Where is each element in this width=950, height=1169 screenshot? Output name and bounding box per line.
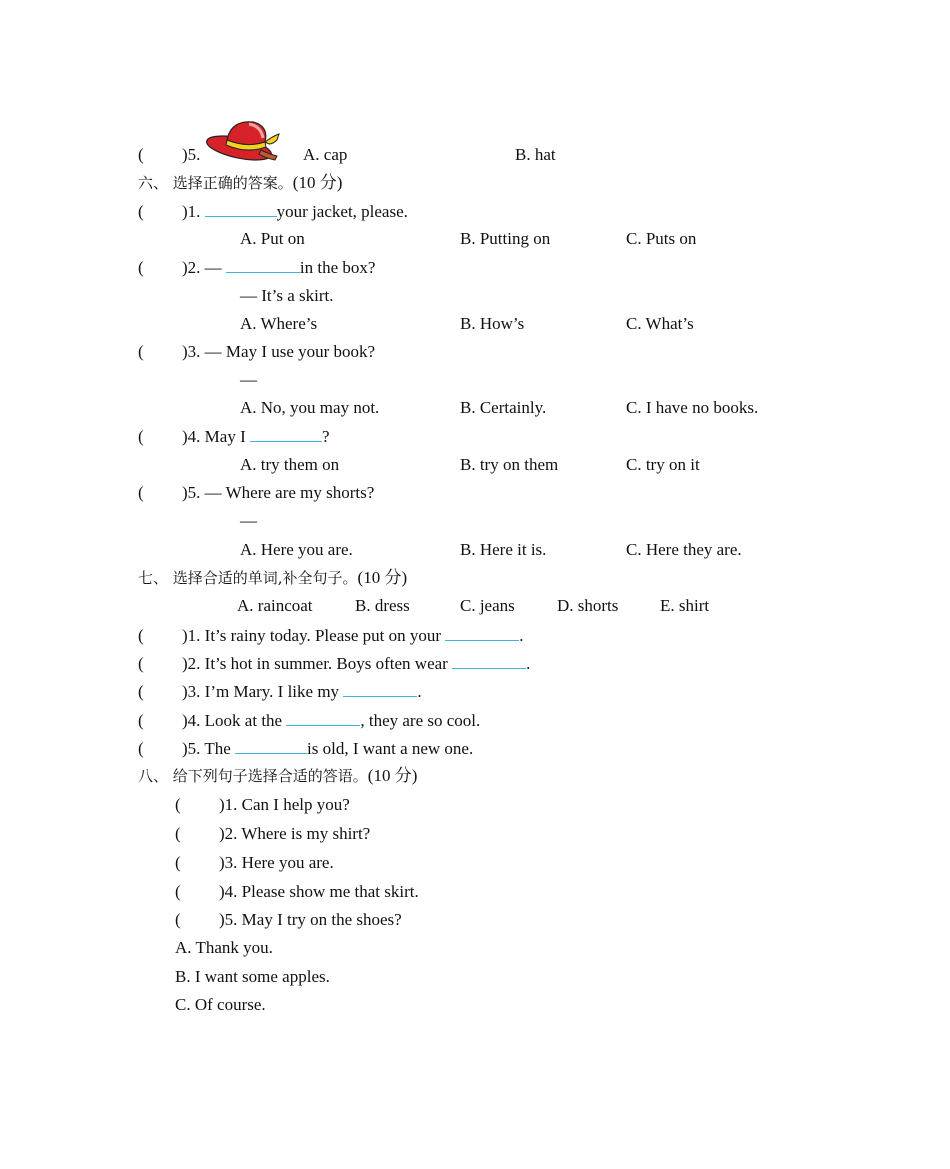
option-b: B. How’s xyxy=(460,314,525,333)
section-title: 七、 选择合适的单词,补全句子。(10 分) xyxy=(138,568,408,587)
word-bank-item: D. shorts xyxy=(557,596,619,615)
option-a: A. Put on xyxy=(240,229,305,248)
answer-paren: ( xyxy=(138,145,144,164)
question-row: ( )1. It’s rainy today. Please put on your . xyxy=(138,626,524,645)
option-c: C. Here they are. xyxy=(626,540,742,559)
answer-blank[interactable] xyxy=(226,256,300,273)
word-bank-item: B. dress xyxy=(355,596,410,615)
answer-blank[interactable] xyxy=(250,425,322,442)
question-row: ( )3. I’m Mary. I like my . xyxy=(138,682,422,701)
question-row: ( )5. May I try on the shoes? xyxy=(175,910,402,929)
section-title: 六、 选择正确的答案。(10 分) xyxy=(138,173,343,192)
option-a: A. try them on xyxy=(240,455,340,474)
question-row: ( )2. It’s hot in summer. Boys often wear . xyxy=(138,654,531,673)
option-b: B. try on them xyxy=(460,455,559,474)
word-bank-item: C. jeans xyxy=(460,596,515,615)
option-c: C. try on it xyxy=(626,455,700,474)
option-b: B. Certainly. xyxy=(460,398,547,417)
answer-blank[interactable] xyxy=(205,200,277,217)
section-title: 八、 给下列句子选择合适的答语。(10 分) xyxy=(138,766,418,785)
option-b: B. Here it is. xyxy=(460,540,547,559)
answer-blank[interactable] xyxy=(452,652,526,669)
question-row: ( )5. The is old, I want a new one. xyxy=(138,739,474,758)
reply-line: — It’s a skirt. xyxy=(240,286,334,305)
option-c: C. What’s xyxy=(626,314,694,333)
reply-line: — xyxy=(240,370,257,389)
option-b: B. hat xyxy=(515,145,556,164)
option-a: A. cap xyxy=(303,145,348,164)
question-row xyxy=(138,144,200,166)
answer-blank[interactable] xyxy=(286,709,360,726)
option-c: C. Puts on xyxy=(626,229,697,248)
answer-blank[interactable] xyxy=(235,737,307,754)
question-row: ( )4. Look at the , they are so cool. xyxy=(138,711,481,730)
question-row: ( )5. — Where are my shorts? xyxy=(138,483,375,502)
answer-option: A. Thank you. xyxy=(175,938,273,957)
question-row: ( )2. — in the box? xyxy=(138,258,376,277)
option-a: A. Where’s xyxy=(240,314,318,333)
answer-option: B. I want some apples. xyxy=(175,967,330,986)
question-row: ( )2. Where is my shirt? xyxy=(175,824,371,843)
word-bank-item: E. shirt xyxy=(660,596,710,615)
question-number: )5. xyxy=(182,145,201,164)
question-row: ( )1. Can I help you? xyxy=(175,795,350,814)
option-a: A. No, you may not. xyxy=(240,398,380,417)
red-hat-icon xyxy=(203,114,283,164)
question-row: ( )1. your jacket, please. xyxy=(138,202,408,221)
reply-line: — xyxy=(240,511,257,530)
question-row: ( )4. May I ? xyxy=(138,427,330,446)
answer-blank[interactable] xyxy=(343,680,417,697)
option-c: C. I have no books. xyxy=(626,398,759,417)
question-row: ( )4. Please show me that skirt. xyxy=(175,882,419,901)
word-bank-item: A. raincoat xyxy=(237,596,313,615)
option-b: B. Putting on xyxy=(460,229,551,248)
option-a: A. Here you are. xyxy=(240,540,353,559)
answer-blank[interactable] xyxy=(445,624,519,641)
question-row: ( )3. — May I use your book? xyxy=(138,342,376,361)
question-row: ( )3. Here you are. xyxy=(175,853,334,872)
answer-option: C. Of course. xyxy=(175,995,266,1014)
